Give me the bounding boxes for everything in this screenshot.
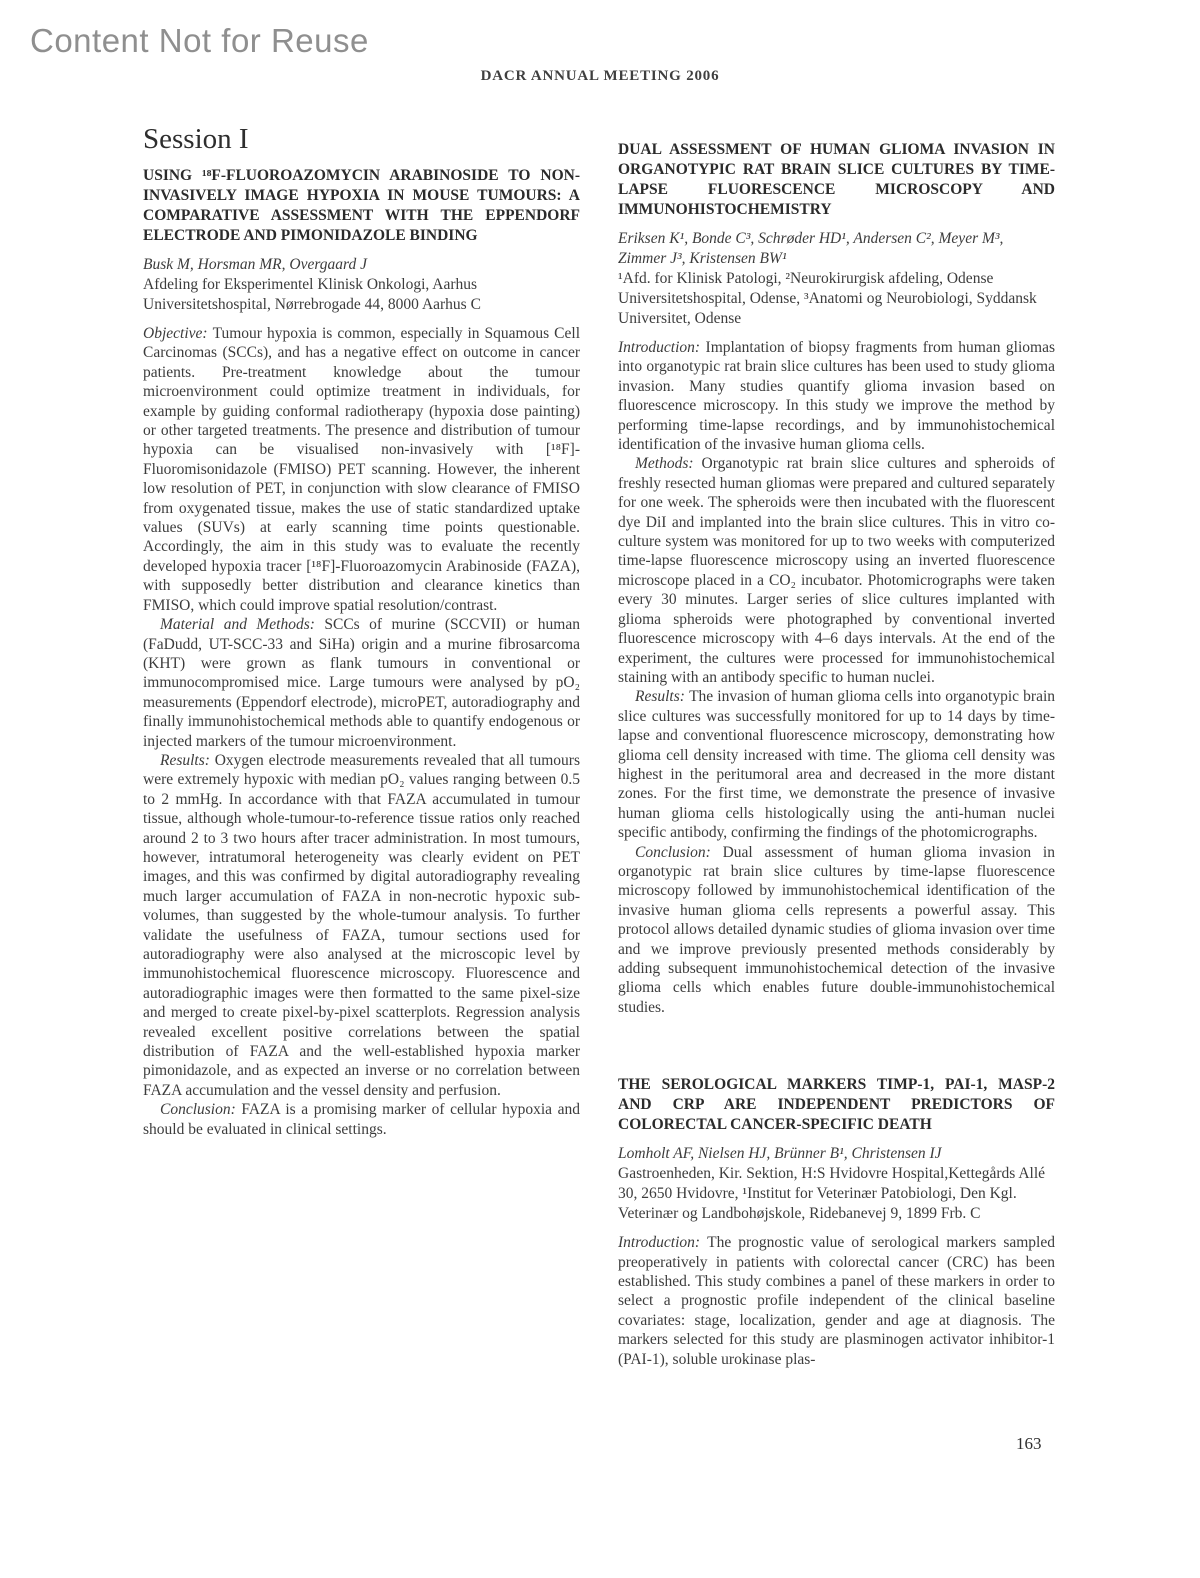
right-column [618,140,1055,1369]
abstract-affiliation: ¹Afd. for Klinisk Patologi, ²Neurokirurgisk afdeling, Odense Universitetshospital, Odense, ³Anatomi og Neurobiologi, Syddansk Universitet, Odense [618,270,1037,327]
abstract-glioma [618,140,1055,1017]
paragraph-text: The invasion of human glioma cells into organotypic brain slice cultures was successfully monitored for up to 14 days by time-lapse and conventional fluorescence microscopy, demonstrating how glioma cell density increased with time. The glioma cell density was highest in the peritumoral area and decreased in the more distant zones. For the first time, we demonstrate the presence of invasive human glioma cells histologically using the anti-human nuclei specific antibody, confirming the findings of the photomicrographs. [618,688,1056,842]
session-heading: Session I [143,123,249,155]
content-not-for-reuse-watermark: Content Not for Reuse [30,22,369,59]
abstract-title: USING ¹⁸F-FLUOROAZOMYCIN ARABINOSIDE TO NON-INVASIVELY IMAGE HYPOXIA IN MOUSE TUMOURS: A COMPARATIVE ASSESSMENT WITH THE EPPENDORF ELECTRODE AND PIMONIDAZOLE BINDING [143,167,580,244]
abstract-paragraph-conclusion [618,843,1055,1018]
paragraph-text: SCCs of murine (SCCVII) or human (FaDudd, UT-SCC-33 and SiHa) origin and a murine fibrosarcoma (KHT) were grown as flank tumours in conventional or immunocompromised mice. Large tumours were analysed by pO₂ measurements (Eppendorf electrode), microPET, autoradiography and finally immunohistochemical methods able to quantify endogenous or injected markers of the tumour microenvironment. [143,616,580,750]
abstract-authors: Lomholt AF, Nielsen HJ, Brünner B¹, Christensen IJ [618,1145,942,1163]
section-label: Methods: [635,455,702,473]
section-label: Results: [635,688,690,706]
abstract-serological-markers [618,1075,1055,1369]
abstract-faza [143,166,580,1139]
left-column [143,122,580,1139]
abstract-paragraph-objective [143,324,580,615]
paragraph-text: Implantation of biopsy fragments from human gliomas into organotypic rat brain slice cultures has been used to study glioma invasion. Many studies quantify glioma invasion based on fluorescence microscopy. In this study we improve the method by performing time-lapse recordings, and by immunohistochemical identification of the invasive human glioma cells. [618,339,1055,454]
section-label: Introduction: [618,339,706,356]
abstract-authors: Busk M, Horsman MR, Overgaard J [143,256,367,273]
section-label: Conclusion: [635,843,723,861]
abstract-paragraph-introduction [618,1233,1055,1369]
paragraph-text: Dual assessment of human glioma invasion in organotypic rat brain slice cultures by time-lapse fluorescence microscopy followed by immunohistochemical identification of the invasive human glioma cells represents a powerful assay. This protocol allows detailed dynamic studies of glioma invasion over time and we improve previously presented methods considerably by adding subsequent immunohistochemical detection of the invasive glioma cells which enables future double-immunohistochemical studies. [618,843,1055,1016]
abstract-paragraph-methods [143,615,580,751]
abstract-paragraph-results [143,751,580,1100]
section-label: Introduction: [618,1234,708,1252]
abstract-paragraph-introduction [618,338,1055,454]
paragraph-text: FAZA is a promising marker of cellular hypoxia and should be evaluated in clinical settings. [143,1101,580,1138]
abstract-title: THE SEROLOGICAL MARKERS TIMP-1, PAI-1, MASP-2 AND CRP ARE INDEPENDENT PREDICTORS OF COLORECTAL CANCER-SPECIFIC DEATH [618,1076,1055,1134]
section-label: Results: [160,751,215,769]
abstract-affiliation: Gastroenheden, Kir. Sektion, H:S Hvidovre Hospital,Kettegårds Allé 30, 2650 Hvidovre, ¹Institut for Veterinær Patobiologi, Den Kgl. Veterinær og Landbohøjskole, Ridebanevej 9, 1899 Frb. C [618,1165,1046,1223]
section-label: Conclusion: [160,1101,242,1119]
running-header: DACR ANNUAL MEETING 2006 [480,68,720,84]
abstract-paragraph-conclusion [143,1100,580,1139]
section-label: Material and Methods: [160,616,325,634]
abstract-title: DUAL ASSESSMENT OF HUMAN GLIOMA INVASION IN ORGANOTYPIC RAT BRAIN SLICE CULTURES BY TIME-LAPSE FLUORESCENCE MICROSCOPY AND IMMUNOHISTOCHEMISTRY [618,141,1055,218]
paragraph-text: The prognostic value of serological markers sampled preoperatively in patients with colorectal cancer (CRC) has been established. This study combines a panel of these markers in order to select a prognostic profile independent of the clinical baseline covariates: stage, localization, gender and age at diagnosis. The markers selected for this study are plasminogen activator inhibitor-1 (PAI-1), soluble urokinase plas- [618,1234,1055,1368]
paragraph-text: Tumour hypoxia is common, especially in Squamous Cell Carcinomas (SCCs), and has a negative effect on outcome in cancer patients. Pre-treatment knowledge about the tumour microenvironment could optimize treatment in individuals, for example by guiding conformal radiotherapy (hypoxia dose painting) or other targeted treatments. The presence and distribution of tumour hypoxia can be visualised non-invasively with [¹⁸F]-Fluoromisonidazole (FMISO) PET scanning. However, the inherent low resolution of PET, in conjunction with slow clearance of FMISO from oxygenated tissue, makes the use of static standardized uptake values (SUVs) at early scanning time points questionable. Accordingly, the aim in this study was to evaluate the recently developed hypoxia tracer [¹⁸F]-Fluoroazomycin Arabinoside (FAZA), with supposedly better distribution and clearance kinetics than FMISO, which could improve spatial resolution/contrast. [143,325,580,614]
paragraph-text: Organotypic rat brain slice cultures and spheroids of freshly resected human gliomas were prepared and cultured separately for one week. The spheroids were then incubated with the fluorescent dye DiI and implanted into the brain slice cultures. This in vitro co-culture system was monitored for up to two weeks with computerized time-lapse fluorescence microscopy using an inverted fluorescence microscope placed in a CO₂ incubator. Photomicrographs were taken every 30 minutes. Larger series of slice cultures implanted with glioma spheroids were photographed by conventional inverted fluorescence microscopy with 4–6 days intervals. At the end of the experiment, the cultures were processed for immunohistochemical staining with an antibody specific to human nuclei. [618,455,1055,686]
abstract-affiliation: Afdeling for Eksperimentel Klinisk Onkologi, Aarhus Universitetshospital, Nørrebrogade 44, 8000 Aarhus C [143,276,481,313]
abstract-paragraph-results [618,687,1055,842]
abstract-authors: Eriksen K¹, Bonde C³, Schrøder HD¹, Andersen C², Meyer M³, Zimmer J³, Kristensen BW¹ [618,230,1004,267]
paragraph-text: Oxygen electrode measurements revealed that all tumours were extremely hypoxic with median pO₂ values ranging between 0.5 to 2 mmHg. In accordance with that FAZA accumulated in tumour tissue, although whole-tumour-to-reference tissue ratios only reached around 2 to 3 two hours after tracer administration. In most tumours, however, intratumoral heterogeneity was clearly evident on PET images, and this was confirmed by digital autoradiography revealing much larger accumulation of FAZA in non-necrotic hypoxic sub-volumes, than suggested by the whole-tumour analysis. To further validate the usefulness of FAZA, tumour sections used for autoradiography were also analysed at the microscopic level by immunohistochemical fluorescence microscopy. Fluorescence and autoradiographic images were then formatted to the same pixel-size and merged to create pixel-by-pixel scatterplots. Regression analysis revealed excellent positive correlations between the spatial distribution of FAZA and the well-established hypoxia marker pimonidazole, and as expected an inverse or no correlation between FAZA accumulation and the vessel density and perfusion. [143,751,581,1099]
section-label: Objective: [143,325,213,342]
abstract-paragraph-methods [618,454,1055,687]
page-number: 163 [1016,1434,1042,1453]
